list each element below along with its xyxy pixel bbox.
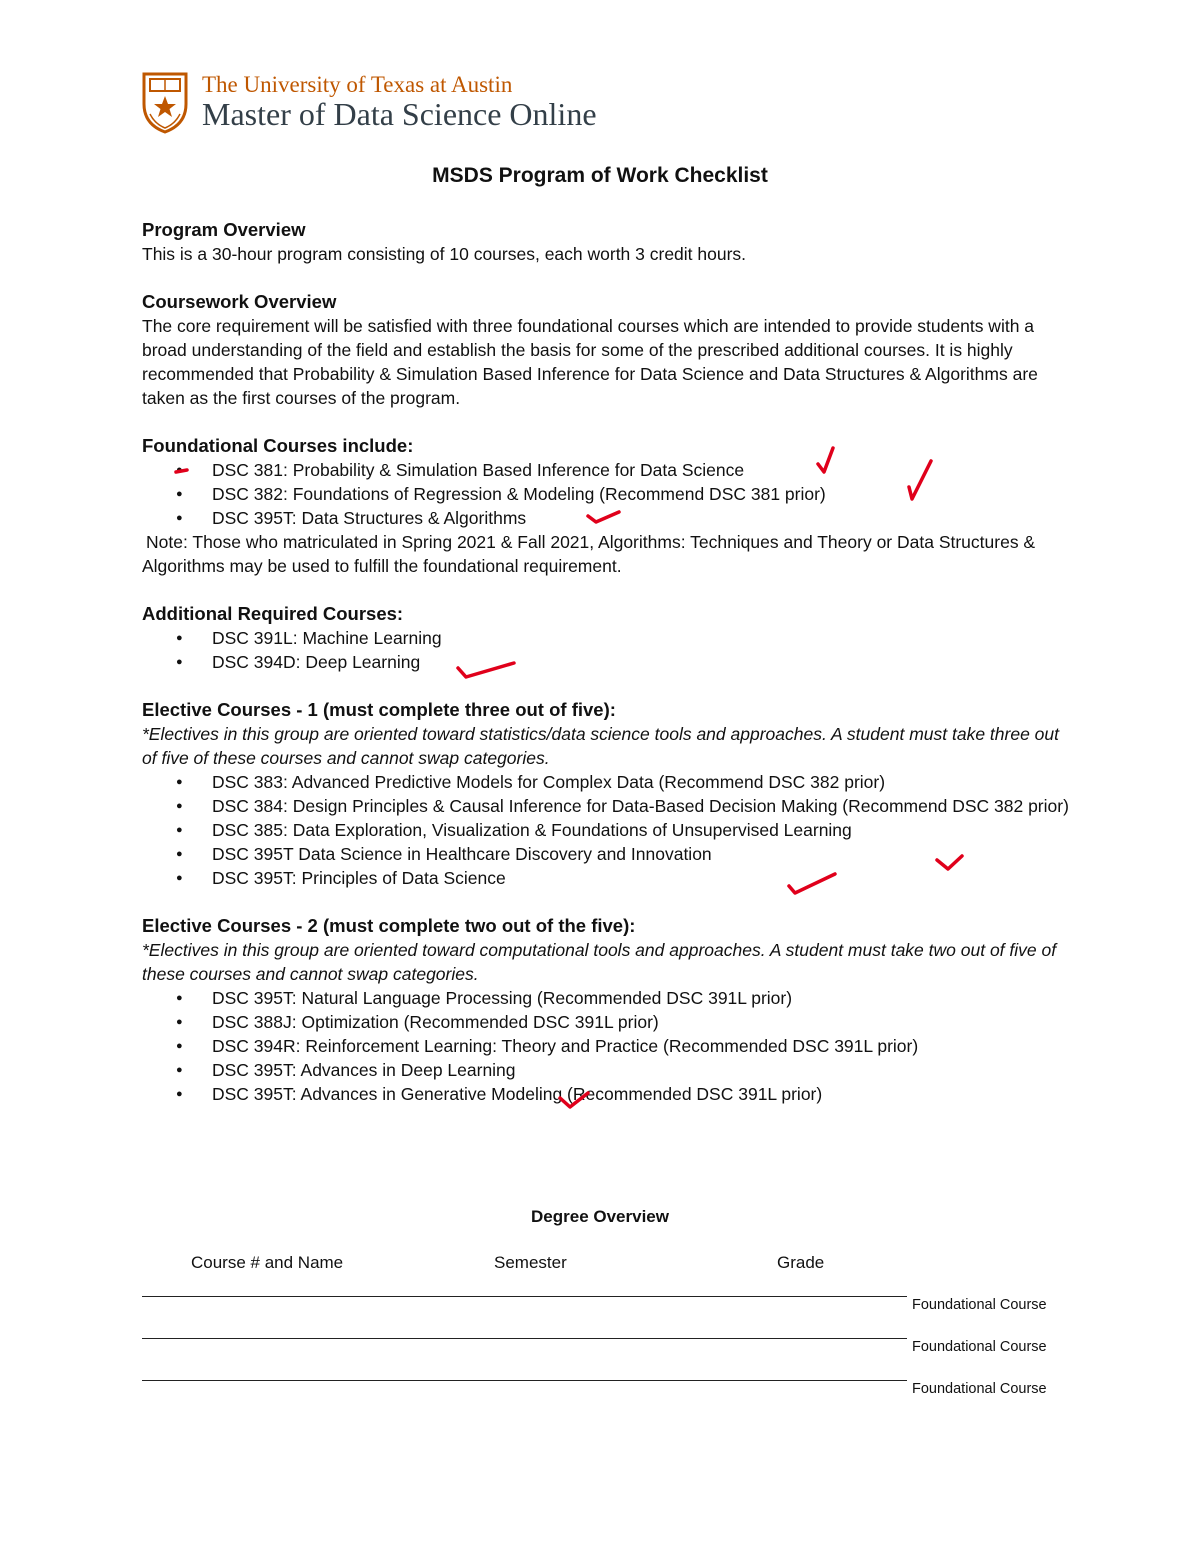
degree-overview-heading: Degree Overview xyxy=(531,1207,669,1226)
program-overview-text: This is a 30-hour program consisting of 10 courses, each worth 3 credit hours. xyxy=(142,244,747,264)
list-item: ● DSC 395T Data Science in Healthcare Discovery and Innovation xyxy=(212,842,1072,866)
additional-list xyxy=(142,626,1072,674)
list-item: ● DSC 384: Design Principles & Causal Inference for Data-Based Decision Making (Recommend DSC 382 prior) xyxy=(212,794,1072,818)
document-body xyxy=(142,218,1072,1106)
list-item: ● DSC 395T: Principles of Data Science xyxy=(212,866,1072,890)
list-item: ● DSC 395T: Data Structures & Algorithms xyxy=(212,506,1072,530)
foundational-heading: Foundational Courses include: xyxy=(142,435,414,456)
blank-line[interactable] xyxy=(142,1296,907,1297)
row-label: Foundational Course xyxy=(912,1381,1047,1397)
elective2-heading: Elective Courses - 2 (must complete two out of the five): xyxy=(142,915,636,936)
list-item: ● DSC 385: Data Exploration, Visualization & Foundations of Unsupervised Learning xyxy=(212,818,1072,842)
list-item: ● DSC 394R: Reinforcement Learning: Theory and Practice (Recommended DSC 391L prior) xyxy=(212,1034,1072,1058)
row-label: Foundational Course xyxy=(912,1297,1047,1313)
university-name: The University of Texas at Austin xyxy=(202,72,513,97)
column-header-semester: Semester xyxy=(494,1253,567,1272)
blank-line[interactable] xyxy=(142,1338,907,1339)
list-item: ● DSC 382: Foundations of Regression & Modeling (Recommend DSC 381 prior) xyxy=(212,482,1072,506)
elective2-list xyxy=(142,986,1072,1106)
list-item: ● DSC 394D: Deep Learning xyxy=(212,650,1072,674)
coursework-overview-heading: Coursework Overview xyxy=(142,291,337,312)
coursework-overview-text: The core requirement will be satisfied with three foundational courses which are intended to provide students with a broad understanding of the field and establish the basis for some of the prescribed additional courses. It is highly recommended that Probability & Simulation Based Inference for Data Science and Data Structures & Algorithms are taken as the first courses of the program. xyxy=(142,316,1038,408)
list-item: ● DSC 395T: Advances in Generative Modeling (Recommended DSC 391L prior) xyxy=(212,1082,1072,1106)
list-item: ● DSC 395T: Advances in Deep Learning xyxy=(212,1058,1072,1082)
list-item: ● DSC 383: Advanced Predictive Models for Complex Data (Recommend DSC 382 prior) xyxy=(212,770,1072,794)
list-item: ● DSC 388J: Optimization (Recommended DSC 391L prior) xyxy=(212,1010,1072,1034)
elective1-description: *Electives in this group are oriented toward statistics/data science tools and approaches. A student must take three out of five of these courses and cannot swap categories. xyxy=(142,724,1059,768)
blank-line[interactable] xyxy=(142,1380,907,1381)
elective1-heading: Elective Courses - 1 (must complete three out of five): xyxy=(142,699,616,720)
additional-heading: Additional Required Courses: xyxy=(142,603,404,624)
foundational-list xyxy=(142,458,1072,530)
program-name: Master of Data Science Online xyxy=(202,96,597,132)
foundational-note: Note: Those who matriculated in Spring 2021 & Fall 2021, Algorithms: Techniques and Theory or Data Structures & Algorithms may be used to fulfill the foundational requirement. xyxy=(142,532,1036,576)
column-header-grade: Grade xyxy=(777,1253,825,1272)
list-item: ● DSC 381: Probability & Simulation Based Inference for Data Science xyxy=(212,458,1072,482)
program-overview-heading: Program Overview xyxy=(142,219,306,240)
university-logo xyxy=(140,70,660,136)
list-item: ● DSC 395T: Natural Language Processing (Recommended DSC 391L prior) xyxy=(212,986,1072,1010)
elective2-description: *Electives in this group are oriented toward computational tools and approaches. A student must take two out of five of these courses and cannot swap categories. xyxy=(142,940,1057,984)
elective1-list xyxy=(142,770,1072,890)
row-label: Foundational Course xyxy=(912,1339,1047,1355)
document-title: MSDS Program of Work Checklist xyxy=(432,164,768,187)
list-item: ● DSC 391L: Machine Learning xyxy=(212,626,1072,650)
ut-seal-icon xyxy=(140,70,190,134)
column-header-course: Course # and Name xyxy=(191,1253,344,1272)
